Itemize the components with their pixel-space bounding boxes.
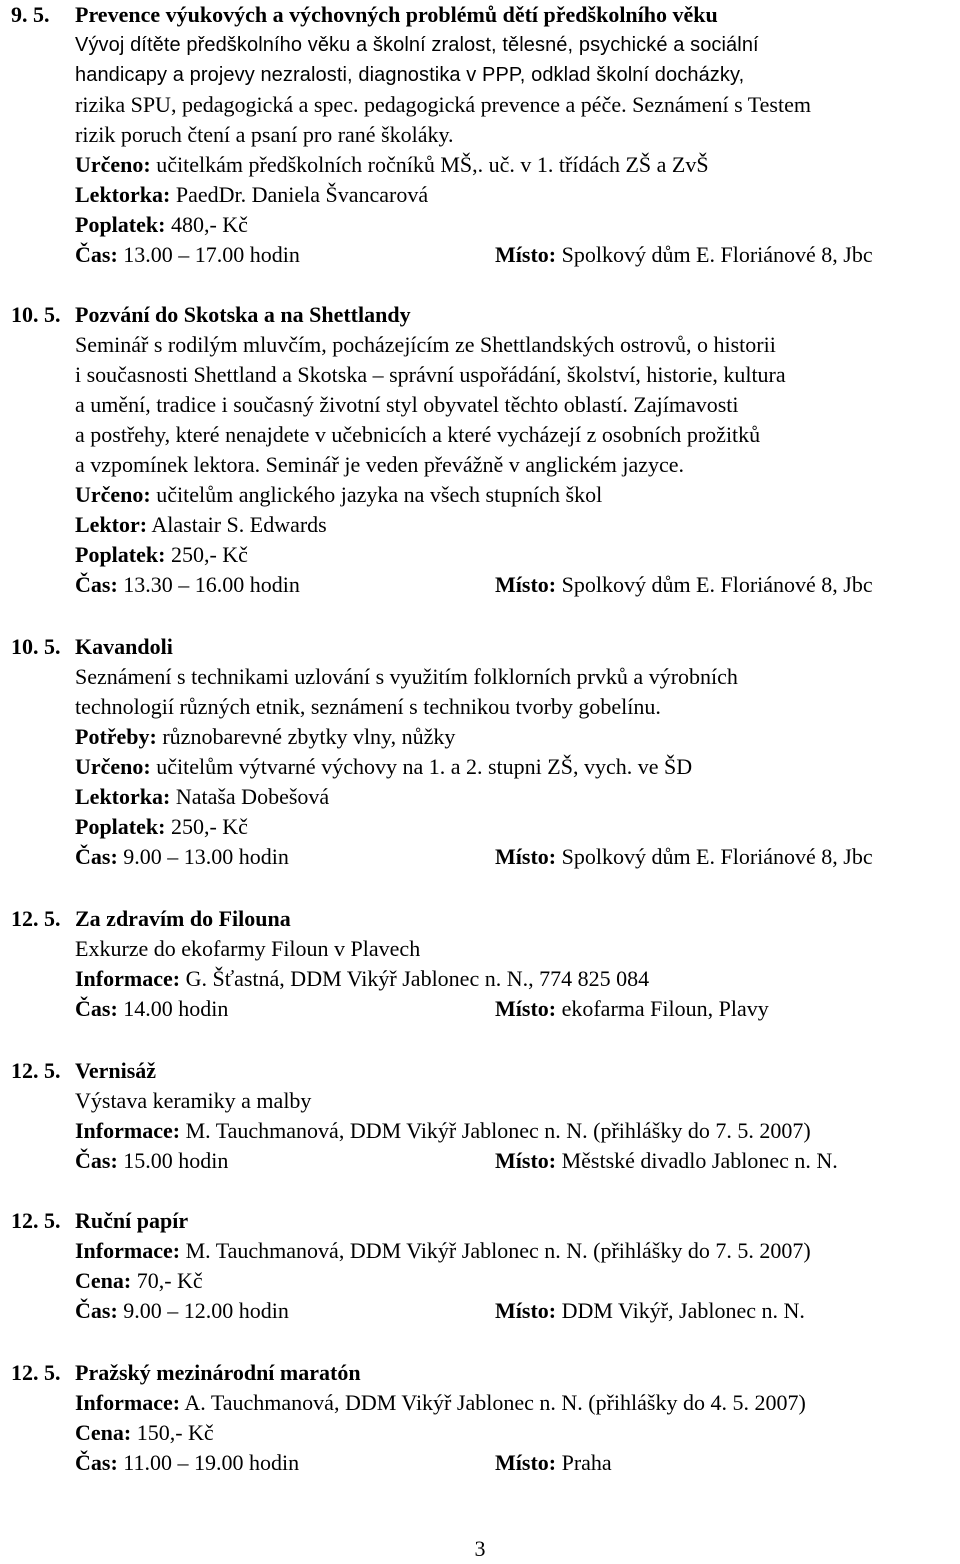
audience-value: učitelkám předškolních ročníků MŠ,. uč. v 1. třídách ZŠ a ZvŠ (156, 152, 709, 177)
needs-value: různobarevné zbytky vlny, nůžky (162, 724, 456, 749)
fee-value: 480,- Kč (170, 212, 248, 237)
event-date: 12. 5. (11, 1058, 61, 1083)
event-description: a vzpomínek lektora. Seminář je veden převážně v anglickém jazyce. (75, 452, 685, 477)
place-row (495, 1296, 805, 1326)
price-row (75, 1266, 203, 1296)
price-row (75, 1418, 214, 1448)
event-5 (0, 1056, 960, 1176)
event-1 (0, 0, 960, 270)
time-value: 11.00 – 19.00 hodin (123, 1450, 300, 1475)
price-value: 70,- Kč (136, 1268, 203, 1293)
audience-row (75, 150, 709, 180)
place-row (495, 842, 873, 872)
time-row (75, 240, 300, 270)
time-value: 9.00 – 13.00 hodin (123, 844, 289, 869)
info-label: Informace: (75, 1118, 181, 1143)
time-row (75, 1448, 299, 1478)
info-value: A. Tauchmanová, DDM Vikýř Jablonec n. N. (přihlášky do 4. 5. 2007) (184, 1390, 806, 1415)
place-row (495, 994, 769, 1024)
event-title: Za zdravím do Filouna (75, 906, 291, 931)
event-description: Exkurze do ekofarmy Filoun v Plavech (75, 936, 421, 961)
event-description: Seminář s rodilým mluvčím, pocházejícím ze Shettlandských ostrovů, o historii (75, 332, 776, 357)
lecturer-label: Lektorka: (75, 784, 171, 809)
time-label: Čas: (75, 996, 118, 1021)
place-label: Místo: (495, 572, 557, 597)
fee-value: 250,- Kč (170, 814, 248, 839)
place-row (495, 240, 873, 270)
place-label: Místo: (495, 996, 557, 1021)
info-row (75, 1236, 811, 1266)
event-date: 9. 5. (11, 2, 50, 27)
time-label: Čas: (75, 1298, 118, 1323)
fee-label: Poplatek: (75, 814, 166, 839)
event-2 (0, 300, 960, 600)
event-date: 12. 5. (11, 1208, 61, 1233)
time-value: 9.00 – 12.00 hodin (123, 1298, 289, 1323)
time-value: 14.00 hodin (123, 996, 229, 1021)
event-description: handicapy a projevy nezralosti, diagnostika v PPP, odklad školní docházky, (75, 64, 745, 86)
audience-value: učitelům anglického jazyka na všech stupních škol (156, 482, 603, 507)
event-6 (0, 1206, 960, 1326)
fee-value: 250,- Kč (170, 542, 248, 567)
event-title: Ruční papír (75, 1208, 189, 1233)
fee-row (75, 540, 248, 570)
place-value: Praha (561, 1450, 612, 1475)
event-title: Kavandoli (75, 634, 173, 659)
place-value: Spolkový dům E. Floriánové 8, Jbc (561, 572, 873, 597)
time-value: 13.00 – 17.00 hodin (123, 242, 300, 267)
info-row (75, 964, 649, 994)
place-row (495, 570, 873, 600)
time-value: 15.00 hodin (123, 1148, 229, 1173)
info-value: G. Šťastná, DDM Vikýř Jablonec n. N., 774 825 084 (185, 966, 650, 991)
time-row (75, 1296, 289, 1326)
event-date: 12. 5. (11, 1360, 61, 1385)
needs-row (75, 722, 455, 752)
event-date: 12. 5. (11, 906, 61, 931)
place-label: Místo: (495, 1298, 557, 1323)
fee-label: Poplatek: (75, 542, 166, 567)
time-value: 13.30 – 16.00 hodin (123, 572, 300, 597)
place-label: Místo: (495, 242, 557, 267)
event-description: a postřehy, které nenajdete v učebnicích a které vycházejí z osobních prožitků (75, 422, 761, 447)
time-row (75, 1146, 228, 1176)
event-date: 10. 5. (11, 302, 61, 327)
event-title: Pražský mezinárodní maratón (75, 1360, 361, 1385)
time-label: Čas: (75, 844, 118, 869)
place-row (495, 1146, 838, 1176)
lecturer-value: PaedDr. Daniela Švancarová (175, 182, 429, 207)
time-label: Čas: (75, 242, 118, 267)
place-value: Městské divadlo Jablonec n. N. (561, 1148, 838, 1173)
lecturer-row (75, 180, 428, 210)
info-label: Informace: (75, 1390, 181, 1415)
needs-label: Potřeby: (75, 724, 157, 749)
time-label: Čas: (75, 1450, 118, 1475)
place-value: Spolkový dům E. Floriánové 8, Jbc (561, 844, 873, 869)
event-3 (0, 632, 960, 872)
page-number: 3 (474, 1536, 486, 1561)
event-description: Výstava keramiky a malby (75, 1088, 312, 1113)
place-label: Místo: (495, 1450, 557, 1475)
lecturer-value: Nataša Dobešová (175, 784, 330, 809)
audience-row (75, 480, 602, 510)
info-value: M. Tauchmanová, DDM Vikýř Jablonec n. N. (přihlášky do 7. 5. 2007) (185, 1238, 811, 1263)
lecturer-label: Lektor: (75, 512, 148, 537)
info-row (75, 1388, 806, 1418)
audience-value: učitelům výtvarné výchovy na 1. a 2. stupni ZŠ, vych. ve ŠD (156, 754, 693, 779)
event-title: Prevence výukových a výchovných problémů dětí předškolního věku (75, 2, 718, 27)
price-value: 150,- Kč (136, 1420, 214, 1445)
place-value: DDM Vikýř, Jablonec n. N. (561, 1298, 805, 1323)
time-row (75, 842, 289, 872)
event-date: 10. 5. (11, 634, 61, 659)
lecturer-row (75, 510, 327, 540)
event-title: Pozvání do Skotska a na Shettlandy (75, 302, 411, 327)
fee-row (75, 210, 248, 240)
fee-row (75, 812, 248, 842)
lecturer-row (75, 782, 329, 812)
event-description: i současnosti Shettland a Skotska – správní uspořádání, školství, historie, kultura (75, 362, 786, 387)
place-row (495, 1448, 612, 1478)
event-description: a umění, tradice i současný životní styl obyvatel těchto oblastí. Zajímavosti (75, 392, 739, 417)
info-label: Informace: (75, 1238, 181, 1263)
info-label: Informace: (75, 966, 181, 991)
price-label: Cena: (75, 1420, 132, 1445)
event-description: technologií různých etnik, seznámení s technikou tvorby gobelínu. (75, 694, 661, 719)
place-label: Místo: (495, 1148, 557, 1173)
place-value: ekofarma Filoun, Plavy (561, 996, 769, 1021)
audience-row (75, 752, 692, 782)
lecturer-label: Lektorka: (75, 182, 171, 207)
time-label: Čas: (75, 1148, 118, 1173)
fee-label: Poplatek: (75, 212, 166, 237)
audience-label: Určeno: (75, 482, 151, 507)
time-row (75, 994, 228, 1024)
time-label: Čas: (75, 572, 118, 597)
event-description: rizik poruch čtení a psaní pro rané školáky. (75, 122, 454, 147)
lecturer-value: Alastair S. Edwards (151, 512, 327, 537)
event-7 (0, 1358, 960, 1478)
price-label: Cena: (75, 1268, 132, 1293)
time-row (75, 570, 300, 600)
info-value: M. Tauchmanová, DDM Vikýř Jablonec n. N. (přihlášky do 7. 5. 2007) (185, 1118, 811, 1143)
event-description: Vývoj dítěte předškolního věku a školní zralost, tělesné, psychické a sociální (75, 34, 759, 56)
event-4 (0, 904, 960, 1024)
audience-label: Určeno: (75, 152, 151, 177)
event-description: Seznámení s technikami uzlování s využitím folklorních prvků a výrobních (75, 664, 738, 689)
info-row (75, 1116, 811, 1146)
place-label: Místo: (495, 844, 557, 869)
event-description: rizika SPU, pedagogická a spec. pedagogická prevence a péče. Seznámení s Testem (75, 92, 811, 117)
audience-label: Určeno: (75, 754, 151, 779)
place-value: Spolkový dům E. Floriánové 8, Jbc (561, 242, 873, 267)
event-title: Vernisáž (75, 1058, 157, 1083)
